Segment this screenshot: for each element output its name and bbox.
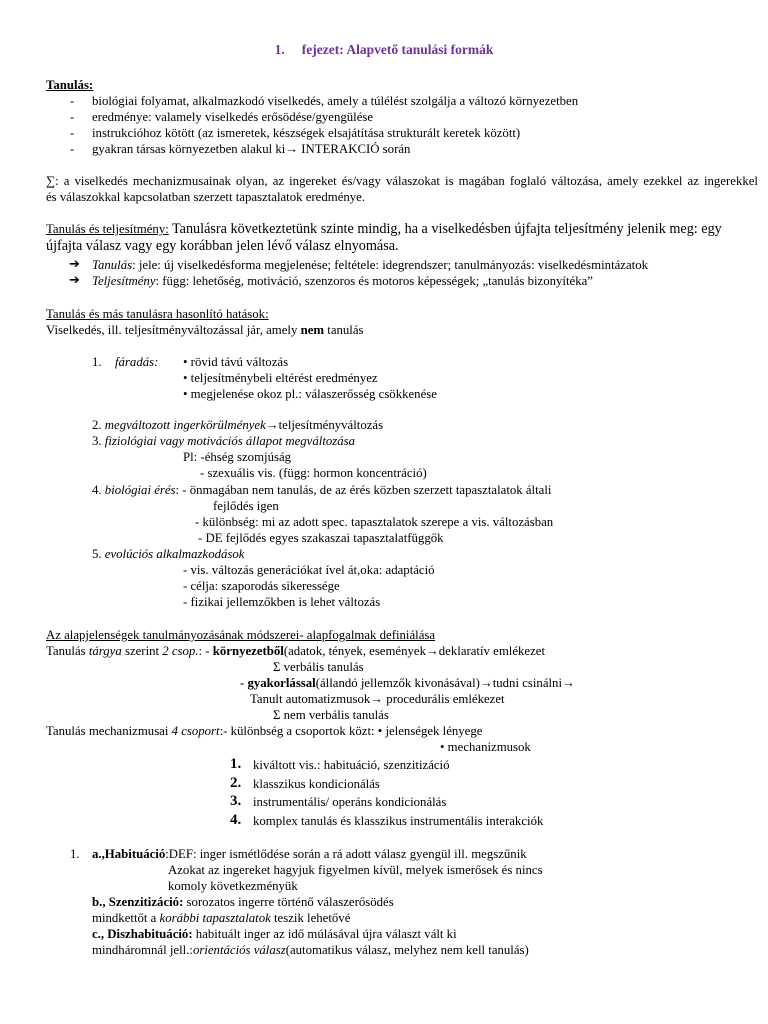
group-number: 3.	[230, 793, 242, 809]
sub-point: Pl: -éhség szomjúság	[183, 450, 292, 464]
text-line: Tanult automatizmusok→ procedurális emlékezet	[250, 692, 505, 706]
sub-point: • rövid távú változás	[183, 355, 289, 369]
definition-label: a.,Habituáció	[92, 847, 166, 861]
text-segment: szerint	[121, 644, 163, 658]
text-line	[46, 723, 482, 739]
definition-text: :DEF: inger ismétlődése során a rá adott válasz gyengül ill. megszűnik	[165, 847, 527, 861]
arrow-bullet-icon: ➔	[69, 257, 80, 272]
definition-line	[92, 894, 394, 910]
intro-text: tanulás	[324, 323, 364, 337]
text-segment: mindkettőt a	[92, 911, 160, 925]
text-segment: Tanulás	[46, 644, 89, 658]
summary-line: ∑: a viselkedés mechanizmusainak olyan, az ingereket és/vagy válaszokat is magában foglaló változása, amely ezekkel az ingerekkel	[46, 174, 758, 188]
chapter-number: 1.	[274, 42, 285, 57]
intro-text: Viselkedés, ill. teljesítményváltozással jár, amely	[46, 323, 301, 337]
list-item	[92, 482, 551, 498]
section-heading-tanulas: Tanulás:	[46, 78, 94, 92]
teljesitmeny-text: Tanulásra következtetünk szinte mindig, ha a viselkedésben újfajta teljesítmény jelenik meg: egy	[171, 221, 722, 237]
item-number: 1.	[70, 847, 80, 861]
item-term: fiziológiai vagy motivációs állapot megváltozása	[104, 434, 356, 448]
group-item: instrumentális/ operáns kondicionálás	[253, 795, 447, 809]
text-line: Σ nem verbális tanulás	[273, 708, 389, 722]
group-item: klasszikus kondicionálás	[253, 777, 380, 791]
definition-text: sorozatos ingerre történő válaszerősödés	[183, 895, 394, 909]
sub-point: - vis. változás generációkat ível át,oka: adaptáció	[183, 563, 435, 577]
item-term: evolúciós alkalmazkodások	[104, 547, 245, 561]
intro-emphasis: nem	[300, 323, 325, 337]
list-item	[92, 273, 593, 289]
text-line	[46, 643, 545, 659]
text-segment: mindháromnál jell.:	[92, 943, 193, 957]
sub-point: • megjelenése okoz pl.: válaszerősség csökkenése	[183, 387, 437, 401]
term: 2 csop.	[162, 644, 199, 658]
text-line: • mechanizmusok	[440, 740, 531, 754]
term: korábbi tapasztalatok	[159, 911, 271, 925]
text-segment: Tanulás mechanizmusai	[46, 724, 172, 738]
item-number: 2.	[92, 418, 105, 432]
item-text: : - önmagában nem tanulás, de az érés közben szerzett tapasztalatok általi	[175, 483, 552, 497]
sub-point: fejlődés igen	[213, 499, 279, 513]
key-term: gyakorlással	[247, 676, 316, 690]
text-segment: (adatok, tények, események→deklaratív emlékezet	[283, 644, 546, 658]
item-number: 5.	[92, 547, 105, 561]
group-item: komplex tanulás és klasszikus instrumentális interakciók	[253, 814, 544, 828]
term-description: : függ: lehetőség, motiváció, szenzoros és motoros képességek; „tanulás bizonyítéka”	[155, 274, 593, 288]
text-segment: teszik lehetővé	[270, 911, 351, 925]
list-item: instrukcióhoz kötött (az ismeretek, készségek elsajátítása strukturált keretek között)	[92, 126, 521, 140]
definition-line	[92, 926, 457, 942]
group-number: 4.	[230, 812, 242, 828]
definition-text: habituált inger az idő múlásával újra választ vált ki	[192, 927, 457, 941]
sub-point: • teljesítménybeli eltérést eredményez	[183, 371, 378, 385]
definition-label: c., Diszhabituáció:	[92, 927, 193, 941]
definition-line	[92, 910, 350, 926]
section-heading-modszerek: Az alapjelenségek tanulmányozásának módszerei- alapfogalmak definiálása	[46, 628, 436, 642]
list-item	[92, 433, 355, 449]
item-number: 3.	[92, 434, 105, 448]
term: Teljesítmény	[92, 274, 156, 288]
text-segment: : -	[198, 644, 213, 658]
key-term: környezetből	[212, 644, 284, 658]
teljesitmeny-paragraph-line: újfajta válasz vagy egy korábban jelen lévő válasz elnyomása.	[46, 238, 399, 254]
group-number: 1.	[230, 756, 242, 772]
chapter-title	[0, 41, 768, 59]
teljesitmeny-paragraph-line	[46, 220, 722, 238]
bullet-marker: -	[70, 94, 75, 108]
list-item	[92, 417, 383, 433]
chapter-title-text: fejezet: Alapvető tanulási formák	[301, 42, 494, 57]
term-description: : jele: új viselkedésforma megjelenése; feltétele: idegrendszer; tanulmányozás: viselkedésmintázatok	[132, 258, 649, 272]
definition-line	[92, 846, 527, 862]
definition-line	[92, 942, 529, 958]
definition-label: b., Szenzitizáció:	[92, 895, 184, 909]
arrow-bullet-icon: ➔	[69, 273, 80, 288]
summary-line: és válaszokkal kapcsolatban szerzett tapasztalatok eredménye.	[46, 190, 366, 204]
text-segment: -	[240, 676, 248, 690]
definition-line: komoly következményük	[168, 879, 298, 893]
group-number: 2.	[230, 775, 242, 791]
list-item: gyakran társas környezetben alakul ki→ INTERAKCIÓ során	[92, 142, 411, 156]
text-line	[240, 675, 575, 691]
text-segment: (állandó jellemzők kivonásával)→tudni csinálni→	[315, 676, 575, 690]
text-segment: (automatikus válasz, melyhez nem kell tanulás)	[285, 943, 529, 957]
sub-point: - különbség: mi az adott spec. tapasztalatok szerepe a vis. változásban	[195, 515, 554, 529]
bullet-marker: -	[70, 142, 75, 156]
section-heading-hasonlo: Tanulás és más tanulásra hasonlító hatások:	[46, 307, 269, 321]
term: Tanulás	[92, 258, 133, 272]
list-item	[92, 257, 648, 273]
term: 4 csoport	[171, 724, 220, 738]
item-text: →teljesítményváltozás	[265, 418, 384, 432]
text-line: Σ verbális tanulás	[273, 660, 364, 674]
item-term: megváltozott ingerkörülmények	[104, 418, 266, 432]
text-segment: :- különbség a csoportok közt: • jelenségek lényege	[219, 724, 483, 738]
sub-point: - DE fejlődés egyes szakaszai tapasztalatfüggők	[198, 531, 444, 545]
item-term: fáradás:	[115, 355, 159, 369]
sub-point: - szexuális vis. (függ: hormon koncentráció)	[200, 466, 427, 480]
item-number: 4.	[92, 483, 105, 497]
intro-line	[46, 322, 364, 338]
item-number: 1.	[92, 355, 102, 369]
list-item: biológiai folyamat, alkalmazkodó viselkedés, amely a túlélést szolgálja a változó környezetben	[92, 94, 579, 108]
bullet-marker: -	[70, 126, 75, 140]
sub-point: - fizikai jellemzőkben is lehet változás	[183, 595, 381, 609]
list-item	[92, 546, 244, 562]
sub-point: - célja: szaporodás sikeressége	[183, 579, 340, 593]
list-item: eredménye: valamely viselkedés erősödése/gyengülése	[92, 110, 374, 124]
term: orientációs válasz	[192, 943, 286, 957]
item-term: biológiai érés	[104, 483, 176, 497]
teljesitmeny-label: Tanulás és teljesítmény:	[46, 222, 169, 236]
term: tárgya	[88, 644, 122, 658]
definition-line: Azokat az ingereket hagyjuk figyelmen kívül, melyek ismerősek és nincs	[168, 863, 543, 877]
bullet-marker: -	[70, 110, 75, 124]
group-item: kiváltott vis.: habituáció, szenzitizáció	[253, 758, 450, 772]
